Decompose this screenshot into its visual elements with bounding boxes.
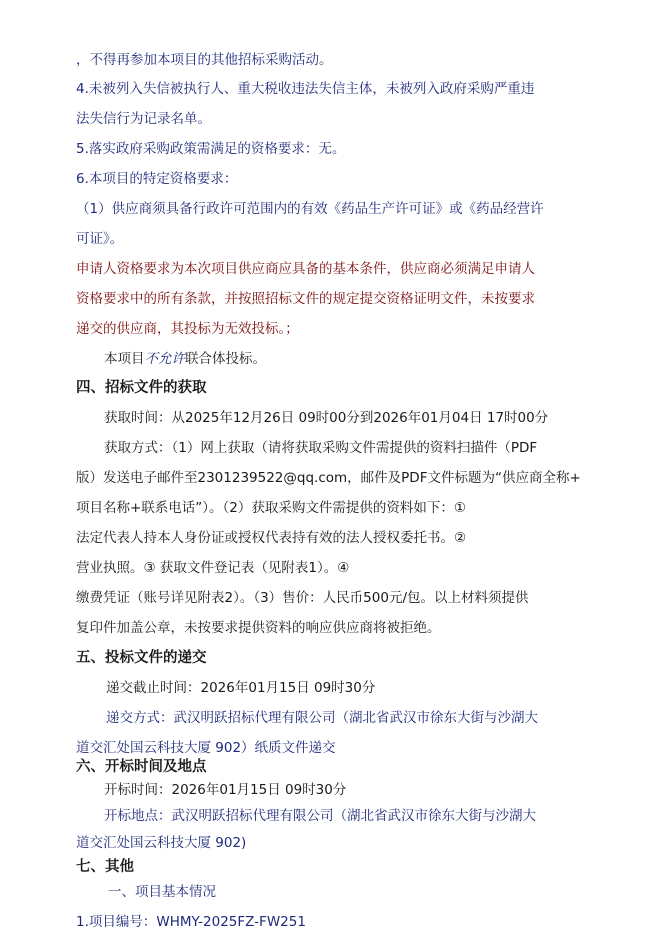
consortium-statement xyxy=(104,349,266,369)
paragraph-text: 获取时间：从2025年12月26日 09时00分到2026年01月04日 17时00分 xyxy=(104,410,549,426)
paragraph-text: 5.落实政府采购政策需满足的资格要求：无。 xyxy=(76,141,346,157)
paragraph-text: 法定代表人持本人身份证或授权代表持有效的法人授权委托书。② xyxy=(76,530,467,546)
subsection-heading: 一、项目基本情况 xyxy=(108,884,216,900)
paragraph-text: 道交汇处国云科技大厦 902）纸质文件递交 xyxy=(76,740,336,756)
paragraph-text: 开标时间：2026年01月15日 09时30分 xyxy=(104,782,347,798)
paragraph-text: 6.本项目的特定资格要求： xyxy=(76,171,238,187)
paragraph-text: 版）发送电子邮件至2301239522@qq.com，邮件及PDF文件标题为“供应商全称+ xyxy=(76,470,581,486)
paragraph-text: 道交汇处国云科技大厦 902) xyxy=(76,835,247,851)
paragraph-text: 4.未被列入失信被执行人、重大税收违法失信主体，未被列入政府采购严重违 xyxy=(76,81,535,97)
paragraph-text: 可证》。 xyxy=(76,231,124,247)
paragraph-text: 复印件加盖公章，未按要求提供资料的响应供应商将被拒绝。 xyxy=(76,620,441,636)
paragraph-text: 递交方式：武汉明跃招标代理有限公司（湖北省武汉市徐东大街与沙湖大 xyxy=(106,710,538,726)
paragraph-text: ，不得再参加本项目的其他招标采购活动。 xyxy=(76,52,333,68)
statement-suffix: 联合体投标。 xyxy=(185,351,266,367)
paragraph-text: 法失信行为记录名单。 xyxy=(76,111,211,127)
section-heading: 四、招标文件的获取 xyxy=(76,380,207,396)
section-heading: 六、开标时间及地点 xyxy=(76,759,207,775)
section-heading: 五、投标文件的递交 xyxy=(76,650,207,666)
paragraph-text: 申请人资格要求为本次项目供应商应具备的基本条件，供应商必须满足申请人 xyxy=(76,261,535,277)
section-heading: 七、其他 xyxy=(76,859,134,875)
paragraph-text: 1.项目编号：WHMY-2025FZ-FW251 xyxy=(76,914,306,930)
paragraph-text: 项目名称+联系电话”）。（2）获取采购文件需提供的资料如下：① xyxy=(76,500,466,516)
statement-emphasis: 不允许 xyxy=(144,351,185,367)
paragraph-text: 获取方式：（1）网上获取（请将获取采购文件需提供的资料扫描件（PDF xyxy=(104,440,538,456)
paragraph-text: 营业执照。③ 获取文件登记表（见附表1）。④ xyxy=(76,560,350,576)
paragraph-text: （1）供应商须具备行政许可范围内的有效《药品生产许可证》或《药品经营许 xyxy=(76,201,544,217)
paragraph-text: 缴费凭证（账号详见附表2）。（3）售价：人民币500元/包。以上材料须提供 xyxy=(76,590,529,606)
paragraph-text: 递交的供应商，其投标为无效投标。； xyxy=(76,321,299,337)
paragraph-text: 开标地点：武汉明跃招标代理有限公司（湖北省武汉市徐东大街与沙湖大 xyxy=(104,808,536,824)
statement-prefix: 本项目 xyxy=(104,351,145,367)
paragraph-text: 资格要求中的所有条款，并按照招标文件的规定提交资格证明文件，未按要求 xyxy=(76,291,535,307)
paragraph-text: 递交截止时间：2026年01月15日 09时30分 xyxy=(106,680,376,696)
